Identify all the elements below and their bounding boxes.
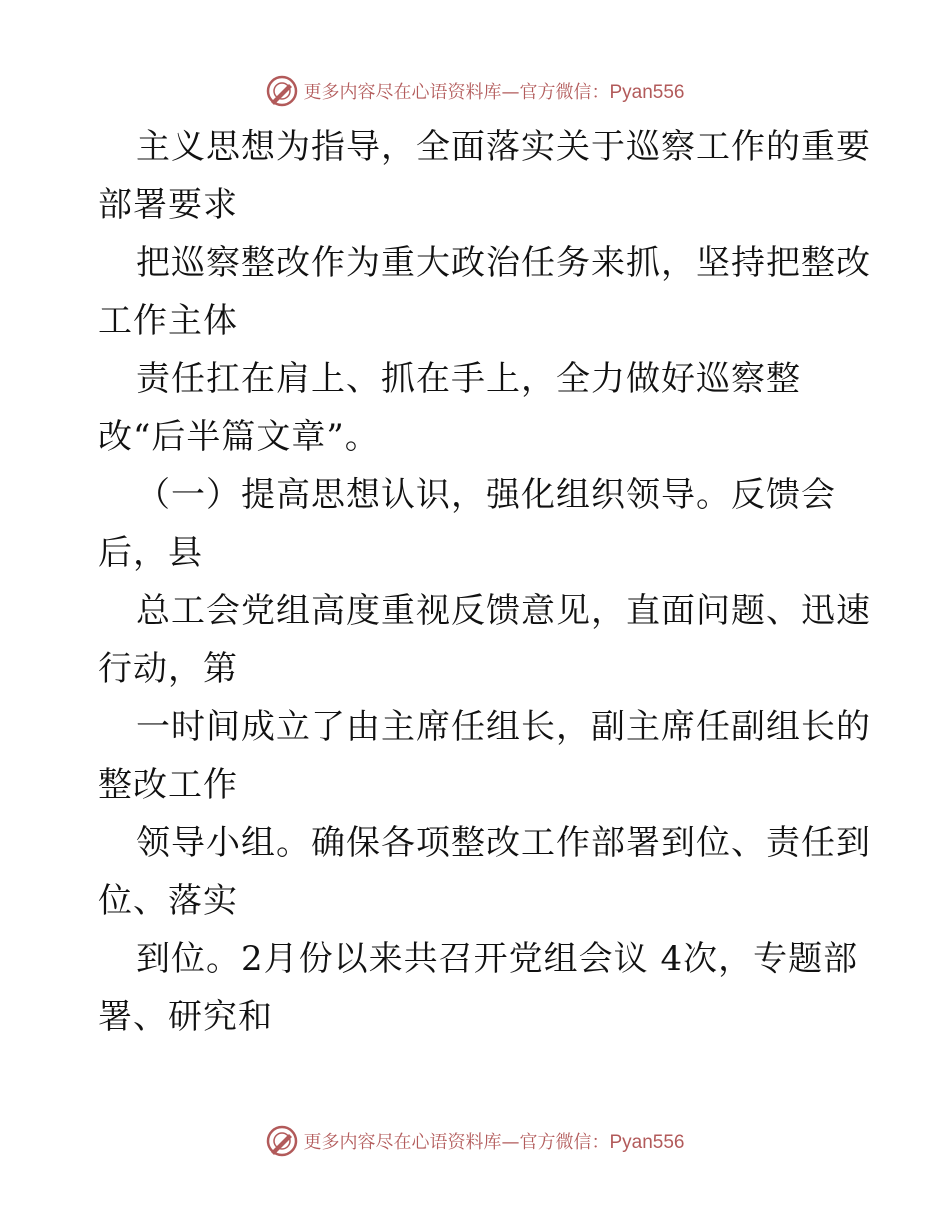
body-line: 整改工作 — [98, 765, 238, 805]
body-line: 改“后半篇文章”。 — [98, 417, 380, 457]
body-line: 领导小组。确保各项整改工作部署到位、责任到 — [136, 823, 871, 863]
footer-watermark — [0, 1121, 950, 1161]
document-body — [98, 118, 871, 1046]
body-line: 后，县 — [98, 533, 203, 573]
watermark-text: 更多内容尽在心语资料库—官方微信：Pyan556 — [303, 82, 685, 103]
header-watermark — [0, 71, 950, 111]
body-line: 一时间成立了由主席任组长，副主席任副组长的 — [136, 707, 871, 747]
body-line: 署、研究和 — [98, 997, 273, 1037]
body-line: 工作主体 — [98, 301, 238, 341]
pen-seal-icon — [265, 74, 299, 108]
body-line: 责任扛在肩上、抓在手上，全力做好巡察整 — [136, 359, 801, 399]
watermark-text: 更多内容尽在心语资料库—官方微信：Pyan556 — [303, 1132, 685, 1153]
body-line: 主义思想为指导，全面落实关于巡察工作的重要 — [136, 127, 871, 167]
body-line: 部署要求 — [98, 185, 238, 225]
section-heading-line: （一）提高思想认识，强化组织领导。反馈会 — [136, 475, 836, 515]
watermark-id: Pyan556 — [609, 1132, 685, 1153]
body-line: 位、落实 — [98, 881, 238, 921]
body-line: 行动，第 — [98, 649, 238, 689]
pen-seal-icon — [265, 1124, 299, 1158]
body-line: 总工会党组高度重视反馈意见，直面问题、迅速 — [136, 591, 871, 631]
watermark-id: Pyan556 — [609, 82, 685, 103]
body-line: 把巡察整改作为重大政治任务来抓，坚持把整改 — [136, 243, 871, 283]
body-line: 到位。2月份以来共召开党组会议 4次，专题部 — [136, 939, 859, 979]
